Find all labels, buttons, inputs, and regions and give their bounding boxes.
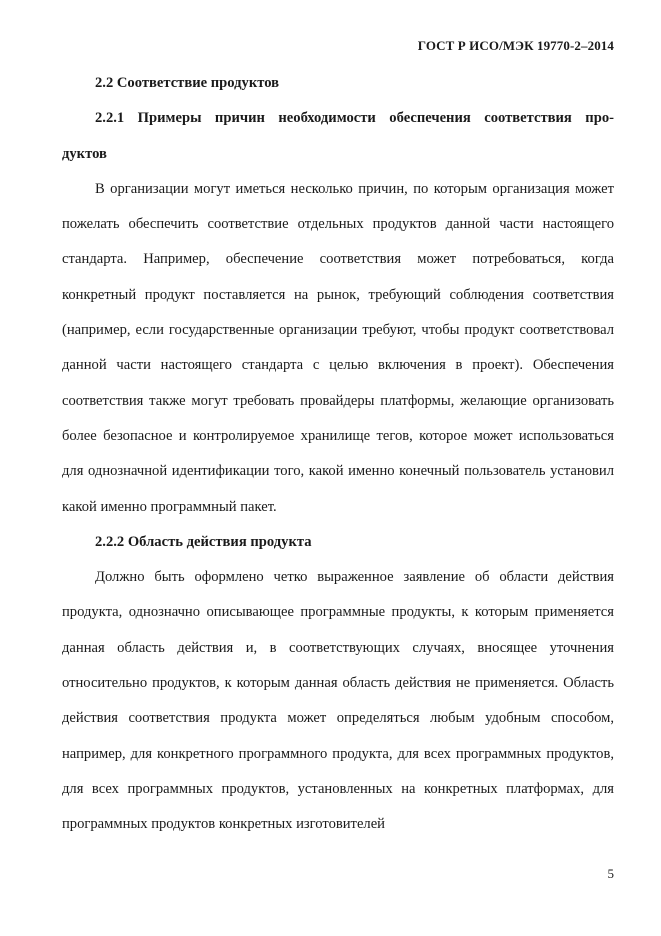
- subsection-heading-2-2-2: 2.2.2 Область действия продукта: [95, 533, 312, 550]
- subsection-heading-2-2-1: 2.2.1 Примеры причин необходимости обеспечения соответствия продуктов: [62, 110, 614, 162]
- section-heading: 2.2 Соответствие продуктов: [95, 75, 280, 91]
- document-body: [62, 66, 614, 843]
- paragraph-2-2-1: В организации могут иметься несколько причин, по которым организация может пожелать обеспечить соответствие отдельных продуктов данной части настоящего стандарта. Например, обеспечение соответствия может потребоваться, когда конкретный продукт поставляется на рынок, требующий соблюдения соответствия (например, если государственные организации требуют, чтобы продукт соответствовал данной части настоящего стандарта с целью включения в проект). Обеспечения соответствия также могут требовать провайдеры платформы, желающие организовать более безопасное и контролируемое хранилище тегов, которое может использоваться для однозначной идентификации того, какой именно конечный пользователь установил какой именно программный пакет.: [62, 180, 614, 515]
- document-header: ГОСТ Р ИСО/МЭК 19770-2–2014: [417, 38, 614, 53]
- paragraph-2-2-2: Должно быть оформлено четко выраженное заявление об области действия продукта, однозначно описывающее программные продукты, к которым применяется данная область действия и, в соответствующих случаях, вносящее уточнения относительно продуктов, к которым данная область действия не применяется. Область действия соответствия продукта может определяться любым удобным способом, например, для конкретного программного продукта, для всех программных продуктов, для всех программных продуктов, установленных на конкретных платформах, для программных продуктов конкретных изготовителей: [62, 569, 614, 833]
- page-number: 5: [607, 866, 614, 881]
